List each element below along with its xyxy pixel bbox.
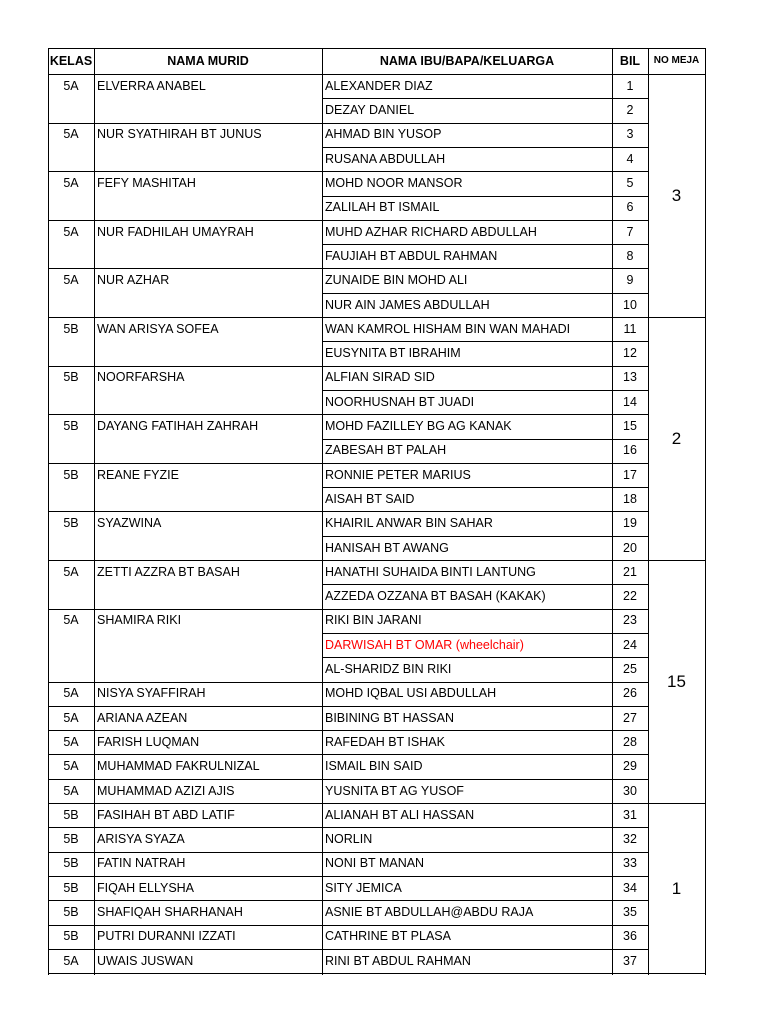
bil-cell: 21 (623, 564, 637, 579)
header-kelas: KELAS (49, 53, 93, 68)
kelas-cell: 5B (63, 370, 79, 385)
bil-cell: 24 (623, 637, 637, 652)
nama-murid-cell: MUHAMMAD FAKRULNIZAL (97, 759, 260, 774)
nama-ibubapa-cell: ZUNAIDE BIN MOHD ALI (325, 273, 468, 288)
bil-cell: 12 (623, 346, 637, 361)
nama-ibubapa-cell: HANATHI SUHAIDA BINTI LANTUNG (325, 564, 536, 579)
nama-murid-cell: UWAIS JUSWAN (97, 953, 194, 968)
kelas-cell: 5A (63, 783, 79, 798)
nama-ibubapa-cell: ZALILAH BT ISMAIL (325, 200, 440, 215)
bil-cell: 4 (626, 151, 634, 166)
kelas-cell: 5A (63, 224, 79, 239)
kelas-cell: 5A (63, 273, 79, 288)
nama-murid-cell: FARISH LUQMAN (97, 734, 200, 749)
nama-murid-cell: ARIANA AZEAN (97, 710, 188, 725)
kelas-cell: 5B (63, 321, 79, 336)
nama-ibubapa-cell: AISAH BT SAID (325, 491, 415, 506)
group-divider (648, 973, 705, 974)
nama-ibubapa-cell: RONNIE PETER MARIUS (325, 467, 471, 482)
bil-cell: 9 (626, 273, 634, 288)
bil-cell: 14 (623, 394, 637, 409)
bil-cell: 2 (626, 103, 634, 118)
nama-murid-cell: ELVERRA ANABEL (97, 78, 206, 93)
kelas-cell: 5A (63, 686, 79, 701)
kelas-cell: 5A (63, 127, 79, 142)
kelas-cell: 5A (63, 710, 79, 725)
nama-ibubapa-cell: ISMAIL BIN SAID (325, 759, 423, 774)
nama-ibubapa-cell: ALIANAH BT ALI HASSAN (325, 807, 475, 822)
nama-ibubapa-cell: NUR AIN JAMES ABDULLAH (325, 297, 490, 312)
header-bottom-border (48, 74, 705, 75)
kelas-cell: 5A (63, 759, 79, 774)
kelas-cell: 5A (63, 734, 79, 749)
column-border (48, 48, 49, 975)
column-border (705, 48, 706, 975)
bil-cell: 28 (623, 734, 637, 749)
nama-ibubapa-cell: ALFIAN SIRAD SID (325, 370, 435, 385)
nama-murid-cell: FIQAH ELLYSHA (97, 880, 195, 895)
bil-cell: 11 (623, 321, 637, 336)
nama-ibubapa-cell: BIBINING BT HASSAN (325, 710, 454, 725)
bil-cell: 36 (623, 929, 637, 944)
nama-murid-cell: NOORFARSHA (97, 370, 185, 385)
bil-cell: 27 (623, 710, 637, 725)
nama-ibubapa-cell: EUSYNITA BT IBRAHIM (325, 346, 461, 361)
nama-murid-cell: NUR AZHAR (97, 273, 170, 288)
header-bil: BIL (619, 53, 641, 68)
nama-murid-cell: ARISYA SYAZA (97, 832, 185, 847)
nama-ibubapa-cell: NORLIN (325, 832, 373, 847)
nama-ibubapa-cell: MOHD NOOR MANSOR (325, 176, 463, 191)
kelas-cell: 5A (63, 564, 79, 579)
nama-ibubapa-cell: ASNIE BT ABDULLAH@ABDU RAJA (325, 905, 534, 920)
bil-cell: 35 (623, 905, 637, 920)
nama-ibubapa-cell: DEZAY DANIEL (325, 103, 415, 118)
nama-murid-cell: FATIN NATRAH (97, 856, 186, 871)
nama-ibubapa-cell: ALEXANDER DIAZ (325, 78, 433, 93)
no-meja-cell: 1 (671, 878, 682, 898)
bil-cell: 25 (623, 662, 637, 677)
bil-cell: 18 (623, 491, 637, 506)
nama-murid-cell: NUR SYATHIRAH BT JUNUS (97, 127, 262, 142)
bil-cell: 19 (623, 516, 637, 531)
kelas-cell: 5A (63, 613, 79, 628)
header-no-meja: NO MEJA (653, 55, 700, 66)
kelas-cell: 5B (63, 905, 79, 920)
bil-cell: 20 (623, 540, 637, 555)
no-meja-cell: 15 (667, 672, 686, 691)
bil-cell: 31 (623, 807, 637, 822)
kelas-cell: 5B (63, 467, 79, 482)
bil-cell: 32 (623, 832, 637, 847)
kelas-cell: 5B (63, 516, 79, 531)
bil-cell: 16 (623, 443, 637, 458)
nama-ibubapa-cell: AL-SHARIDZ BIN RIKI (325, 662, 452, 677)
column-border (322, 48, 323, 975)
header-nama-murid: NAMA MURID (167, 53, 249, 68)
kelas-cell: 5B (63, 832, 79, 847)
bil-cell: 29 (623, 759, 637, 774)
nama-ibubapa-cell: WAN KAMROL HISHAM BIN WAN MAHADI (325, 321, 571, 336)
kelas-cell: 5A (63, 176, 79, 191)
bil-cell: 5 (626, 176, 634, 191)
nama-ibubapa-cell: ZABESAH BT PALAH (325, 443, 447, 458)
bil-cell: 23 (623, 613, 637, 628)
nama-ibubapa-cell: KHAIRIL ANWAR BIN SAHAR (325, 516, 493, 531)
bil-cell: 33 (623, 856, 637, 871)
kelas-cell: 5B (63, 856, 79, 871)
nama-ibubapa-cell: SITY JEMICA (325, 880, 402, 895)
nama-ibubapa-cell: RIKI BIN JARANI (325, 613, 422, 628)
column-border (612, 48, 613, 975)
kelas-cell: 5B (63, 807, 79, 822)
nama-murid-cell: MUHAMMAD AZIZI AJIS (97, 783, 235, 798)
header-nama-ibubapa: NAMA IBU/BAPA/KELUARGA (379, 53, 555, 68)
bil-cell: 13 (623, 370, 637, 385)
nama-ibubapa-cell: RAFEDAH BT ISHAK (325, 734, 445, 749)
nama-ibubapa-cell: NONI BT MANAN (325, 856, 425, 871)
bil-cell: 10 (623, 297, 637, 312)
bil-cell: 30 (623, 783, 637, 798)
nama-ibubapa-cell: RUSANA ABDULLAH (325, 151, 446, 166)
nama-murid-cell: SYAZWINA (97, 516, 162, 531)
table-top-border (48, 48, 705, 49)
nama-ibubapa-cell: NOORHUSNAH BT JUADI (325, 394, 475, 409)
kelas-cell: 5B (63, 880, 79, 895)
bil-cell: 3 (626, 127, 634, 142)
kelas-cell: 5A (63, 78, 79, 93)
nama-murid-cell: ZETTI AZZRA BT BASAH (97, 564, 240, 579)
nama-ibubapa-cell: AZZEDA OZZANA BT BASAH (KAKAK) (325, 589, 546, 604)
column-border (648, 48, 649, 975)
no-meja-cell: 2 (671, 429, 682, 448)
nama-murid-cell: DAYANG FATIHAH ZAHRAH (97, 419, 259, 434)
nama-ibubapa-cell: MOHD FAZILLEY BG AG KANAK (325, 419, 512, 434)
column-border (94, 48, 95, 975)
kelas-cell: 5A (63, 953, 79, 968)
student-divider (48, 973, 648, 974)
nama-ibubapa-cell: HANISAH BT AWANG (325, 540, 449, 555)
bil-cell: 15 (623, 419, 637, 434)
nama-murid-cell: SHAFIQAH SHARHANAH (97, 905, 243, 920)
nama-ibubapa-cell: CATHRINE BT PLASA (325, 929, 451, 944)
nama-murid-cell: NISYA SYAFFIRAH (97, 686, 206, 701)
nama-murid-cell: SHAMIRA RIKI (97, 613, 182, 628)
bil-cell: 6 (626, 200, 634, 215)
nama-ibubapa-cell: AHMAD BIN YUSOP (325, 127, 442, 142)
bil-cell: 22 (623, 589, 637, 604)
nama-ibubapa-cell: DARWISAH BT OMAR (wheelchair) (325, 637, 524, 652)
bil-cell: 17 (623, 467, 637, 482)
nama-murid-cell: WAN ARISYA SOFEA (97, 321, 219, 336)
bil-cell: 8 (626, 248, 634, 263)
nama-ibubapa-cell: RINI BT ABDUL RAHMAN (325, 953, 471, 968)
nama-ibubapa-cell: YUSNITA BT AG YUSOF (325, 783, 464, 798)
nama-murid-cell: REANE FYZIE (97, 467, 179, 482)
bil-cell: 34 (623, 880, 637, 895)
bil-cell: 1 (626, 78, 634, 93)
bil-cell: 7 (626, 224, 634, 239)
nama-ibubapa-cell: FAUJIAH BT ABDUL RAHMAN (325, 248, 498, 263)
nama-ibubapa-cell: MOHD IQBAL USI ABDULLAH (325, 686, 497, 701)
nama-ibubapa-cell: MUHD AZHAR RICHARD ABDULLAH (325, 224, 537, 239)
nama-murid-cell: FEFY MASHITAH (97, 176, 196, 191)
no-meja-cell: 3 (671, 186, 682, 205)
kelas-cell: 5B (63, 419, 79, 434)
kelas-cell: 5B (63, 929, 79, 944)
nama-murid-cell: PUTRI DURANNI IZZATI (97, 929, 236, 944)
nama-murid-cell: NUR FADHILAH UMAYRAH (97, 224, 254, 239)
bil-cell: 26 (623, 686, 637, 701)
nama-murid-cell: FASIHAH BT ABD LATIF (97, 807, 235, 822)
bil-cell: 37 (623, 953, 637, 968)
